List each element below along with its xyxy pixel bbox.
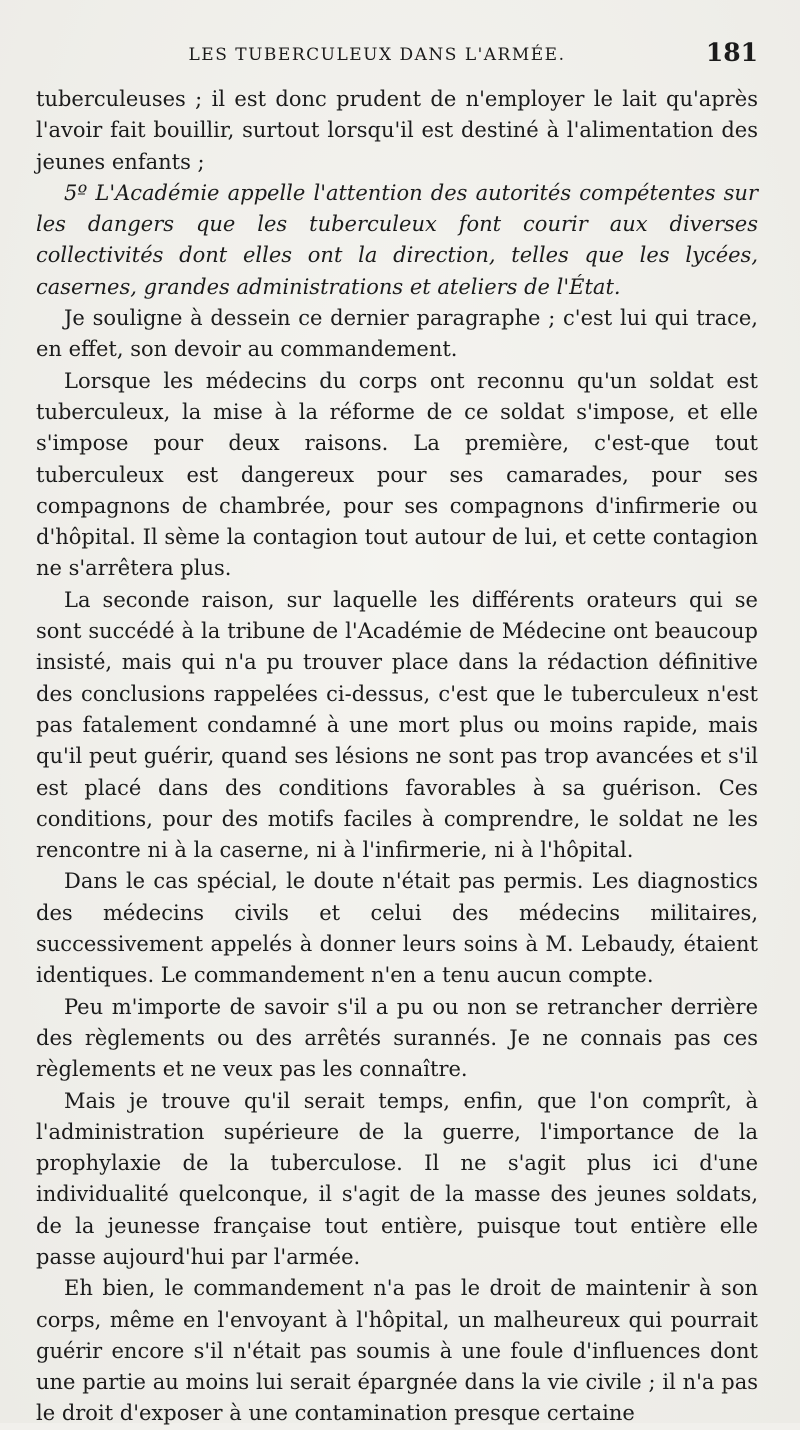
- paragraph: Peu m'importe de savoir s'il a pu ou non se retrancher derrière des règlements ou des arrêtés surannés. Je ne connais pas ces règlements et ne veux pas les connaître.: [36, 994, 758, 1082]
- paragraph-continuation: tuberculeuses ; il est donc prudent de n'employer le lait qu'après l'avoir fait bouillir, surtout lorsqu'il est destiné à l'alimentation des jeunes enfants ;: [36, 87, 758, 174]
- paragraph: Je souligne à dessein ce dernier paragraphe ; c'est lui qui trace, en effet, son devoir au commandement.: [36, 306, 758, 362]
- body-text: [36, 84, 758, 1430]
- paragraph: La seconde raison, sur laquelle les différents orateurs qui se sont succédé à la tribune de l'Académie de Médecine ont beaucoup insisté, mais qui n'a pu trouver place dans la rédaction définitive des conclusions rappelées ci-dessus, c'est que le tuberculeux n'est pas fatalement condamné à une mort plus ou moins rapide, mais qu'il peut guérir, quand ses lésions ne sont pas trop avancées et s'il est placé dans des conditions favorables à sa guérison. Ces conditions, pour des motifs faciles à comprendre, le soldat ne les rencontre ni à la caserne, ni à l'infirmerie, ni à l'hôpital.: [36, 587, 758, 863]
- paragraph: Eh bien, le commandement n'a pas le droit de maintenir à son corps, même en l'envoyant à l'hôpital, un malheureux qui pourrait guérir encore s'il n'était pas soumis à une foule d'influences dont une partie au moins lui serait épargnée dans la vie civile ; il n'a pas le droit d'exposer à une contamination presque certaine: [36, 1276, 758, 1426]
- running-title: LES TUBERCULEUX DANS L'ARMÉE.: [188, 45, 566, 65]
- paragraph: Dans le cas spécial, le doute n'était pas permis. Les diagnostics des médecins civils et celui des médecins militaires, successivement appelés à donner leurs soins à M. Lebaudy, étaient identiques. Le commandement n'en a tenu aucun compte.: [36, 869, 758, 988]
- paragraph-conclusion-5: 5º L'Académie appelle l'attention des autorités compétentes sur les dangers que les tuberculeux font courir aux diverses collectivités dont elles ont la direction, telles que les lycées, casernes, grandes administrations et ateliers de l'État.: [36, 180, 758, 299]
- paragraph: Mais je trouve qu'il serait temps, enfin, que l'on comprît, à l'administration supérieure de la guerre, l'importance de la prophylaxie de la tuberculose. Il ne s'agit plus ici d'une individualité quelconque, il s'agit de la masse des jeunes soldats, de la jeunesse française tout entière, puisque tout entière elle passe aujourd'hui par l'armée.: [36, 1088, 758, 1269]
- paragraph: Lorsque les médecins du corps ont reconnu qu'un soldat est tuberculeux, la mise à la réforme de ce soldat s'impose, et elle s'impose pour deux raisons. La première, c'est-que tout tuberculeux est dangereux pour ses camarades, pour ses compagnons de chambrée, pour ses compagnons d'infirmerie ou d'hôpital. Il sème la contagion tout autour de lui, et cette contagion ne s'arrêtera plus.: [36, 368, 758, 581]
- page-header: [36, 40, 758, 84]
- page-number: 181: [705, 38, 758, 67]
